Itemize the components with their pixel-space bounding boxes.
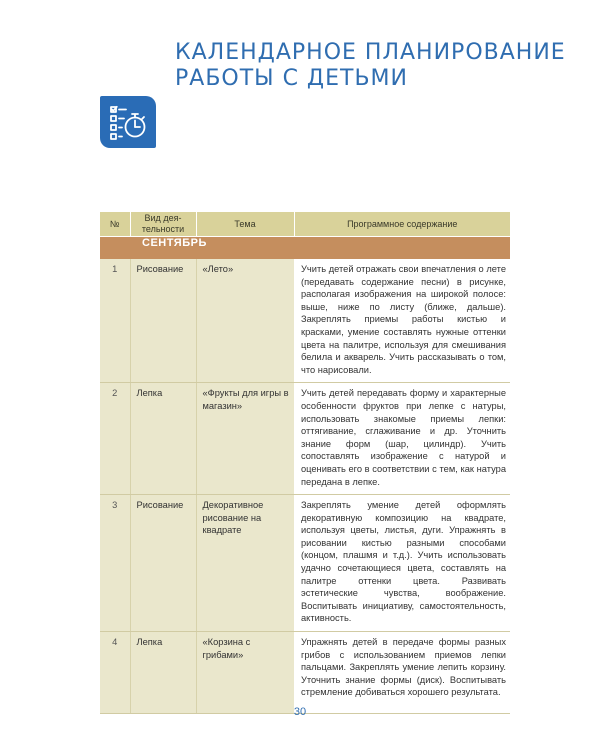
row-content: Закреплять умение детей оформлять декоративную композицию на квадрате, используя цветы, листья, дуги. Упражнять в рисовании кистью разными способами (концом, плашмя и т.д.). Учить использовать удачно сочетающиеся цвета, составлять на палитре оттенки цвета. Развивать эстетические чувства, воображение. Воспитывать инициативу, самостоятельность, активность. bbox=[294, 495, 510, 632]
row-content: Учить детей отражать свои впечатления о лете (передавать содержание песни) в рисунке, располагая изображения на широкой полосе: выше, ниже по листу (ближе, дальше). Закреплять приемы работы кистью и красками, умение составлять нужные оттенки цвета на палитре, используя для смешивания белила и акварель. Учить рассказывать о том, что нарисовали. bbox=[294, 259, 510, 383]
row-content: Учить детей передавать форму и характерные особенности фруктов при лепке с натуры, использовать знакомые приемы лепки: оттягивание, сглаживание и др. Уточнить знание форм (шар, цилиндр). Учить сопоставлять изображение с натурой и оценивать его в соответствии с тем, как натура передана в лепке. bbox=[294, 383, 510, 495]
header-num: № bbox=[100, 212, 130, 237]
row-theme: «Фрукты для игры в магазин» bbox=[196, 383, 294, 495]
table-header-row bbox=[100, 212, 510, 237]
header-activity-line-2: тельности bbox=[141, 224, 185, 234]
page-number: 30 bbox=[293, 706, 307, 718]
table-row bbox=[100, 383, 510, 495]
month-row bbox=[100, 237, 510, 260]
header-content: Программное содержание bbox=[294, 212, 510, 237]
row-activity: Лепка bbox=[130, 383, 196, 495]
row-theme: «Корзина с грибами» bbox=[196, 632, 294, 714]
row-activity: Рисование bbox=[130, 259, 196, 383]
header-activity bbox=[130, 212, 196, 237]
page-title-line-1: КАЛЕНДАРНОЕ ПЛАНИРОВАНИЕ bbox=[175, 40, 566, 65]
table-row bbox=[100, 259, 510, 383]
row-num: 4 bbox=[100, 632, 130, 714]
row-theme: Декоративное рисование на квадрате bbox=[196, 495, 294, 632]
page-title-line-2: РАБОТЫ С ДЕТЬМИ bbox=[175, 66, 408, 91]
row-theme: «Лето» bbox=[196, 259, 294, 383]
month-label: СЕНТЯБРЬ bbox=[130, 237, 510, 260]
checklist-timer-icon bbox=[100, 96, 156, 148]
section-icon-badge bbox=[100, 96, 156, 148]
row-num: 2 bbox=[100, 383, 130, 495]
row-activity: Рисование bbox=[130, 495, 196, 632]
table-row bbox=[100, 632, 510, 714]
page-title bbox=[175, 40, 575, 92]
row-content: Упражнять детей в передаче формы разных грибов с использованием приемов лепки пальцами. Закреплять умение лепить корзину. Уточнить знание формы (диск). Воспитывать стремление добиваться хорошего результата. bbox=[294, 632, 510, 714]
header-activity-line-1: Вид дея- bbox=[144, 213, 182, 223]
row-activity: Лепка bbox=[130, 632, 196, 714]
table-row bbox=[100, 495, 510, 632]
calendar-plan-table bbox=[100, 212, 510, 714]
row-num: 1 bbox=[100, 259, 130, 383]
header-theme: Тема bbox=[196, 212, 294, 237]
row-num: 3 bbox=[100, 495, 130, 632]
